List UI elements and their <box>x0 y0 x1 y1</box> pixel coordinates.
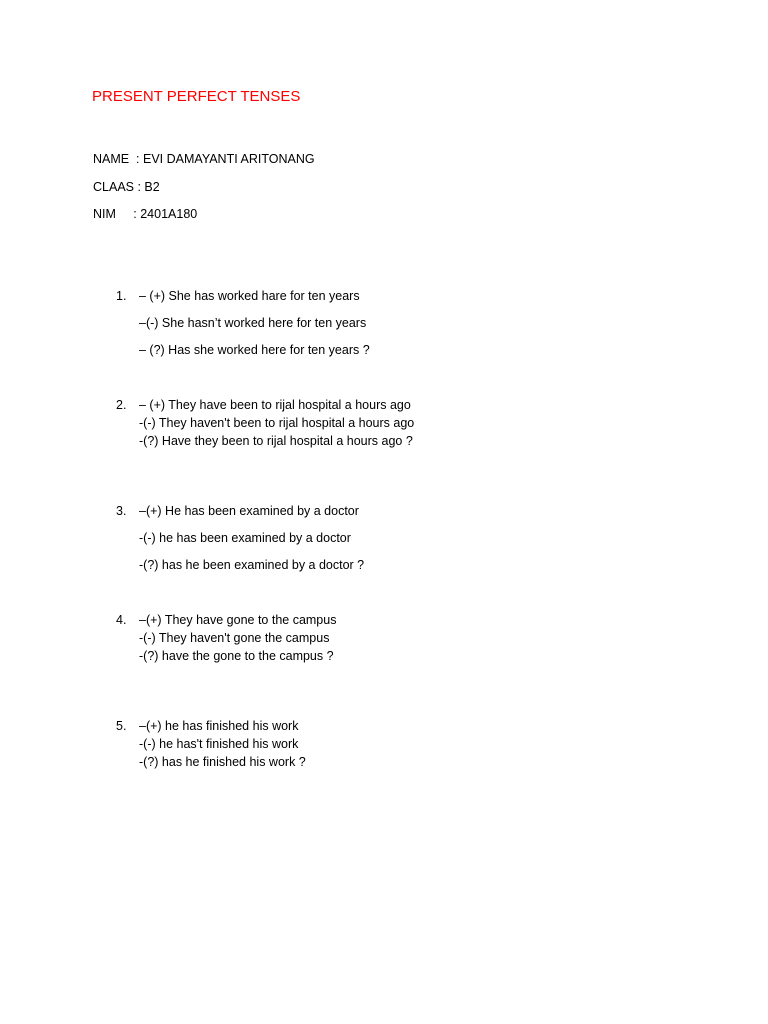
page-title: PRESENT PERFECT TENSES <box>92 88 301 105</box>
list-item-negative: -(-) he has been examined by a doctor <box>139 531 351 545</box>
student-name: NAME : EVI DAMAYANTI ARITONANG <box>93 152 315 166</box>
list-item-positive: –(+) he has finished his work <box>139 719 299 733</box>
list-item-positive: – (+) They have been to rijal hospital a hours ago <box>139 398 411 412</box>
list-item-question: -(?) have the gone to the campus ? <box>139 649 334 663</box>
list-item-negative: –(-) She hasn’t worked here for ten years <box>139 316 367 330</box>
list-item-positive: –(+) He has been examined by a doctor <box>139 504 359 518</box>
list-item-number: 5. <box>116 719 127 733</box>
list-item-number: 2. <box>116 398 127 412</box>
list-item-number: 1. <box>116 289 127 303</box>
list-item-number: 3. <box>116 504 127 518</box>
list-item-negative: -(-) They haven't gone the campus <box>139 631 330 645</box>
list-item-question: -(?) Have they been to rijal hospital a hours ago ? <box>139 434 413 448</box>
list-item-negative: -(-) They haven't been to rijal hospital a hours ago <box>139 416 415 430</box>
student-class: CLAAS : B2 <box>93 180 160 194</box>
list-item-positive: – (+) She has worked hare for ten years <box>139 289 360 303</box>
list-item-positive: –(+) They have gone to the campus <box>139 613 337 627</box>
student-nim: NIM : 2401A180 <box>93 207 198 221</box>
list-item-number: 4. <box>116 613 127 627</box>
list-item-question: -(?) has he finished his work ? <box>139 755 306 769</box>
list-item-negative: -(-) he has't finished his work <box>139 737 299 751</box>
list-item-question: -(?) has he been examined by a doctor ? <box>139 558 365 572</box>
list-item-question: – (?) Has she worked here for ten years ? <box>139 343 370 357</box>
